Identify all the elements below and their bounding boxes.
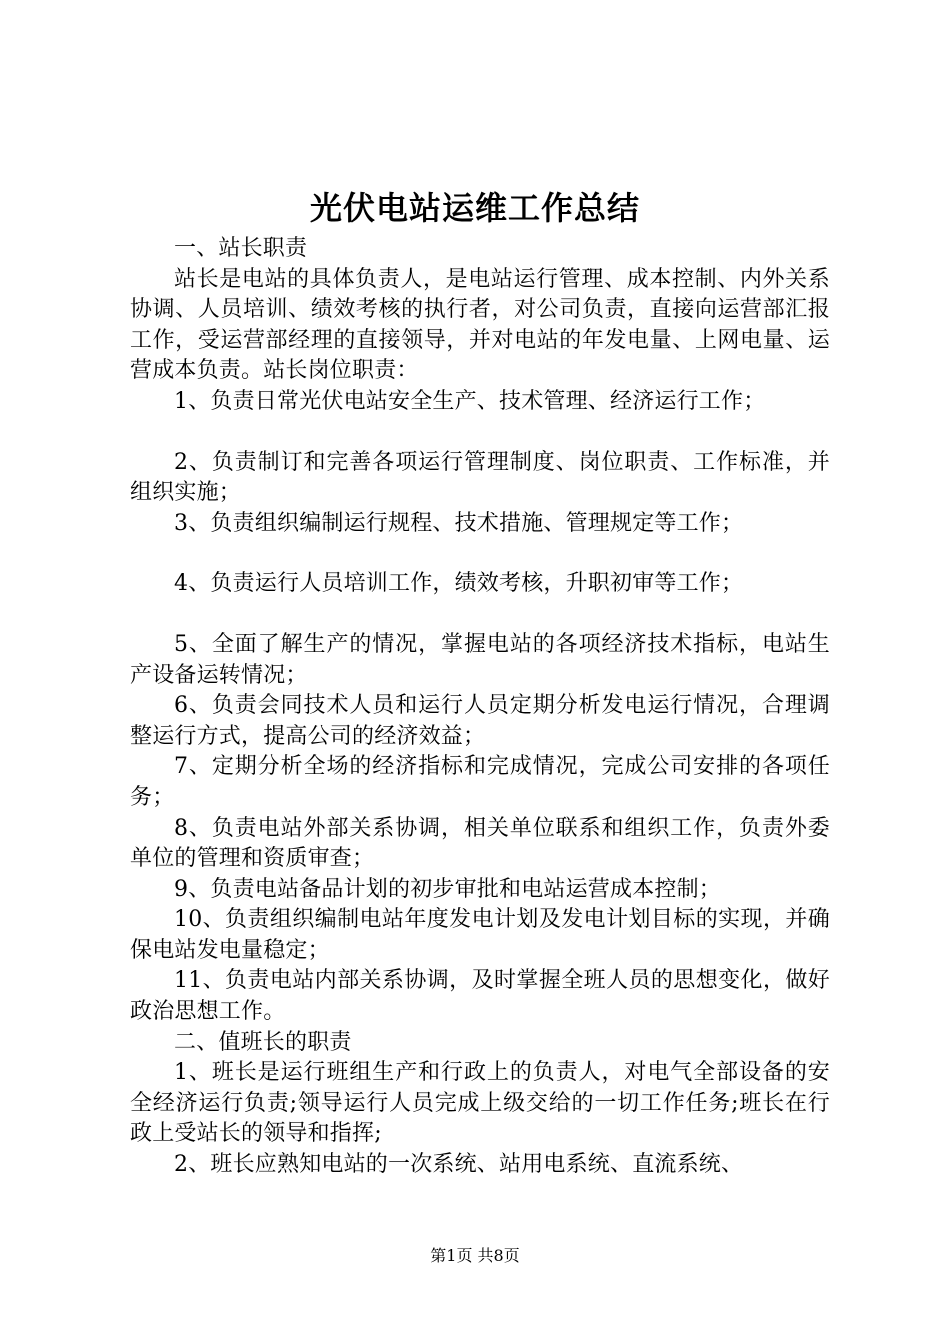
section-heading: 二、值班长的职责: [174, 1029, 352, 1055]
list-item: 1、班长是运行班组生产和行政上的负责人，对电气全部设备的安全经济运行负责;领导运行人员完成上级交给的一切工作任务;班长在行政上受站长的领导和指挥;: [130, 1060, 830, 1147]
list-item: 8、负责电站外部关系协调，相关单位联系和组织工作，负责外委单位的管理和资质审查；: [130, 815, 830, 872]
list-item: 4、负责运行人员培训工作，绩效考核，升职初审等工作；: [174, 571, 744, 597]
list-item: 3、负责组织编制运行规程、技术措施、管理规定等工作；: [174, 510, 744, 536]
list-item: 2、班长应熟知电站的一次系统、站用电系统、直流系统、: [174, 1152, 744, 1178]
list-item: 6、负责会同技术人员和运行人员定期分析发电运行情况，合理调整运行方式，提高公司的经济效益；: [130, 693, 830, 749]
list-item: 9、负责电站备品计划的初步审批和电站运营成本控制；: [174, 876, 721, 902]
section-heading: 一、站长职责: [174, 236, 308, 261]
list-item: 2、负责制订和完善各项运行管理制度、岗位职责、工作标准，并组织实施；: [130, 449, 830, 506]
list-item: 7、定期分析全场的经济指标和完成情况，完成公司安排的各项任务；: [130, 754, 830, 810]
paragraph: 站长是电站的具体负责人，是电站运行管理、成本控制、内外关系协调、人员培训、绩效考核的执行者，对公司负责，直接向运营部汇报工作，受运营部经理的直接领导，并对电站的年发电量、上网电量、运营成本负责。站长岗位职责：: [130, 266, 830, 384]
document-body: [130, 234, 830, 1181]
list-item: 1、负责日常光伏电站安全生产、技术管理、经济运行工作；: [174, 388, 766, 414]
page-total: 共8页: [477, 1246, 520, 1265]
page-footer: [0, 1245, 950, 1267]
list-item: 11、负责电站内部关系协调，及时掌握全班人员的思想变化，做好政治思想工作。: [130, 968, 830, 1025]
page-number: 第1页: [430, 1246, 473, 1265]
list-item: 10、负责组织编制电站年度发电计划及发电计划目标的实现，并确保电站发电量稳定；: [130, 907, 830, 963]
document-title: 光伏电站运维工作总结: [309, 189, 640, 227]
list-item: 5、全面了解生产的情况，掌握电站的各项经济技术指标，电站生产设备运转情况；: [130, 631, 830, 688]
